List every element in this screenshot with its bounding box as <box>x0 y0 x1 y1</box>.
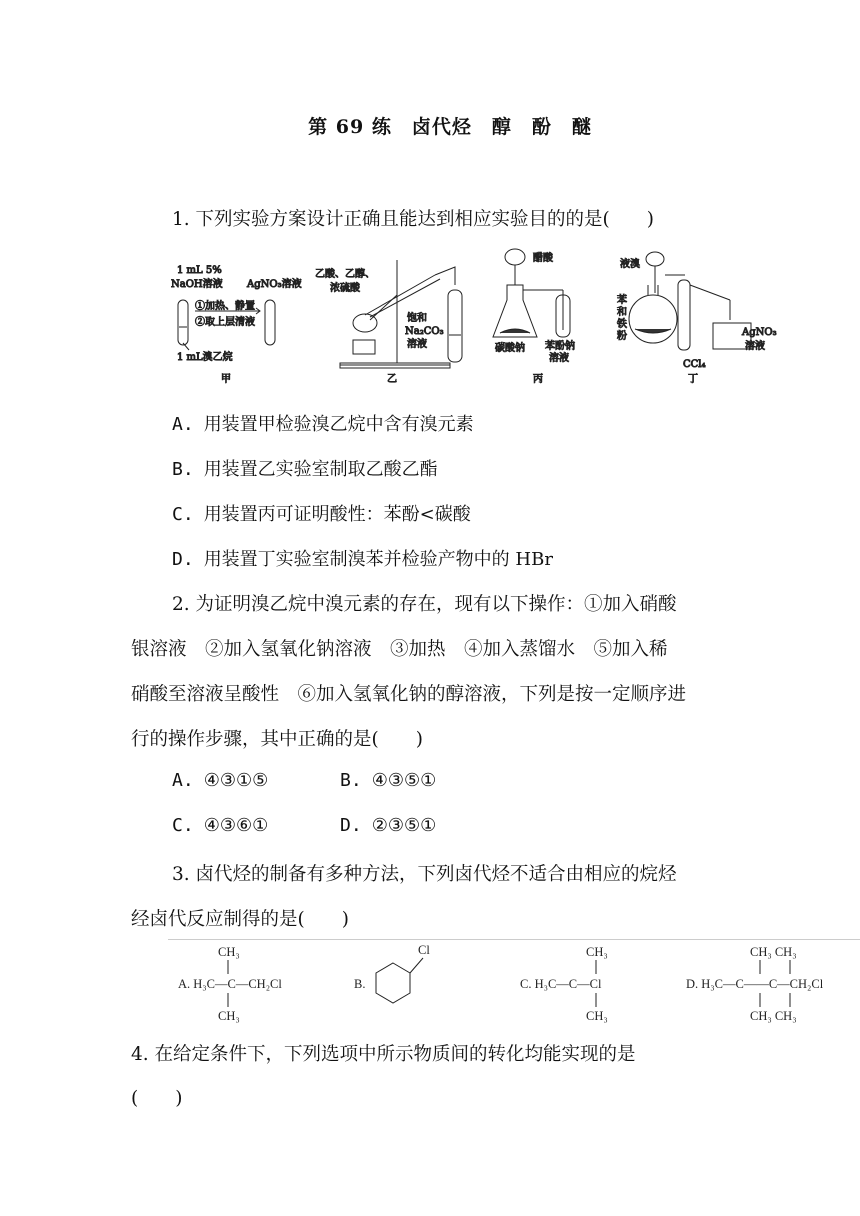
q2-option-b-text: ④③⑤① <box>371 770 437 791</box>
jia-l2: NaOH溶液 <box>171 279 223 290</box>
q2-line2: 银溶液 ②加入氢氧化钠溶液 ③加热 ④加入蒸馏水 ⑤加入稀 <box>131 639 668 660</box>
q1-option-b[interactable] <box>172 455 438 481</box>
q2-line3: 硝酸至溶液呈酸性 ⑥加入氢氧化钠的醇溶液，下列是按一定顺序进 <box>131 684 687 705</box>
structure-d <box>686 945 824 1023</box>
q2-option-d-label: D. <box>340 815 362 836</box>
q1-option-b-text: 用装置乙实验室制取乙酸乙酯 <box>203 459 438 480</box>
q3-line1: 3. 卤代烃的制备有多种方法，下列卤代烃不适合由相应的烷烃 <box>172 864 677 885</box>
apparatus-bing <box>493 249 575 385</box>
yi-l5: 溶液 <box>407 339 427 350</box>
structure-b <box>354 943 430 1003</box>
bing-l1: 醋酸 <box>533 253 553 264</box>
q2-option-b-label: B. <box>340 770 362 791</box>
q1-stem: 1. 下列实验方案设计正确且能达到相应实验目的的是( ) <box>172 209 654 230</box>
ding-l1: 液溴 <box>620 259 640 270</box>
q4-line1: 4. 在给定条件下，下列选项中所示物质间的转化均能实现的是 <box>131 1044 636 1065</box>
q1-option-d[interactable] <box>172 545 553 571</box>
jia-cap: 甲 <box>221 374 231 385</box>
q1-option-c-text: 用装置丙可证明酸性：苯酚<碳酸 <box>203 504 471 525</box>
a-bot: CH₃ <box>218 1009 240 1023</box>
apparatus-jia <box>171 265 302 385</box>
jia-l6: 1 mL溴乙烷 <box>177 352 233 363</box>
q2-option-a-text: ④③①⑤ <box>203 770 269 791</box>
d-top: CH₃ CH₃ <box>750 945 797 959</box>
q3-line2: 经卤代反应制得的是( ) <box>131 909 349 930</box>
a-top: CH₃ <box>218 945 240 959</box>
ding-l8: CCl₄ <box>683 359 706 370</box>
apparatus-yi <box>315 260 462 385</box>
q2-option-a-label: A. <box>172 770 194 791</box>
structure-a <box>178 945 282 1023</box>
yi-cap: 乙 <box>387 374 397 385</box>
q2-option-d[interactable] <box>340 815 436 836</box>
q2-option-c-label: C. <box>172 815 194 836</box>
ding-l7: 溶液 <box>745 341 765 352</box>
bing-l4: 溶液 <box>549 353 569 364</box>
d-bot: CH₃ CH₃ <box>750 1009 797 1023</box>
bing-l3: 苯酚钠 <box>545 341 575 352</box>
jia-l3: AgNO₃溶液 <box>247 279 302 290</box>
c-label: C. H₃C—C—Cl <box>520 977 602 991</box>
jia-l5: ②取上层清液 <box>195 317 255 328</box>
ding-l4: 铁 <box>617 319 627 330</box>
page-title: 第 69 练 卤代烃 醇 酚 醚 <box>308 116 592 138</box>
q4-line2: ( ) <box>131 1088 183 1109</box>
q2-line4: 行的操作步骤，其中正确的是( ) <box>131 729 423 750</box>
yi-l1: 乙酸、乙醇、 <box>315 269 375 280</box>
q2-option-a[interactable] <box>172 770 268 791</box>
apparatus-svg <box>165 245 785 395</box>
q2-option-b[interactable] <box>340 770 436 791</box>
ding-cap: 丁 <box>688 374 698 385</box>
q1-option-a-label: A. <box>172 414 194 435</box>
yi-l4: Na₂CO₃ <box>405 326 444 337</box>
jia-l1: 1 mL 5% <box>177 265 222 276</box>
q1-option-a[interactable] <box>172 410 474 436</box>
q2-option-d-text: ②③⑤① <box>371 815 437 836</box>
q3-structures <box>168 938 860 1028</box>
q1-option-d-label: D. <box>172 549 194 570</box>
q1-option-c[interactable] <box>172 500 471 526</box>
ding-l2: 苯 <box>617 295 627 306</box>
yi-l3: 饱和 <box>407 313 427 324</box>
b-cl: Cl <box>418 943 430 957</box>
apparatus-ding <box>617 252 777 385</box>
q2-option-c-text: ④③⑥① <box>203 815 269 836</box>
q1-apparatus-figure <box>165 245 785 395</box>
q1-option-b-label: B. <box>172 459 194 480</box>
ding-l6: AgNO₃ <box>742 327 777 338</box>
structure-c <box>520 945 608 1023</box>
a-label: A. H₃C—C—CH₂Cl <box>178 977 282 991</box>
d-label: D. H₃C—C——C—CH₂Cl <box>686 977 824 991</box>
jia-l4: ①加热、静置 <box>195 301 255 312</box>
q2-option-c[interactable] <box>172 815 268 836</box>
structures-svg <box>168 938 860 1028</box>
q1-option-d-text: 用装置丁实验室制溴苯并检验产物中的 HBr <box>203 549 553 570</box>
ding-l3: 和 <box>617 307 627 318</box>
b-label: B. <box>354 977 366 991</box>
c-top: CH₃ <box>586 945 608 959</box>
bing-cap: 丙 <box>533 374 543 385</box>
q1-option-a-text: 用装置甲检验溴乙烷中含有溴元素 <box>203 414 474 435</box>
q1-option-c-label: C. <box>172 504 194 525</box>
bing-l2: 碳酸钠 <box>495 343 525 354</box>
ding-l5: 粉 <box>617 331 627 342</box>
c-bot: CH₃ <box>586 1009 608 1023</box>
q2-line1: 2. 为证明溴乙烷中溴元素的存在，现有以下操作：①加入硝酸 <box>172 594 677 615</box>
yi-l2: 浓硫酸 <box>330 283 360 294</box>
